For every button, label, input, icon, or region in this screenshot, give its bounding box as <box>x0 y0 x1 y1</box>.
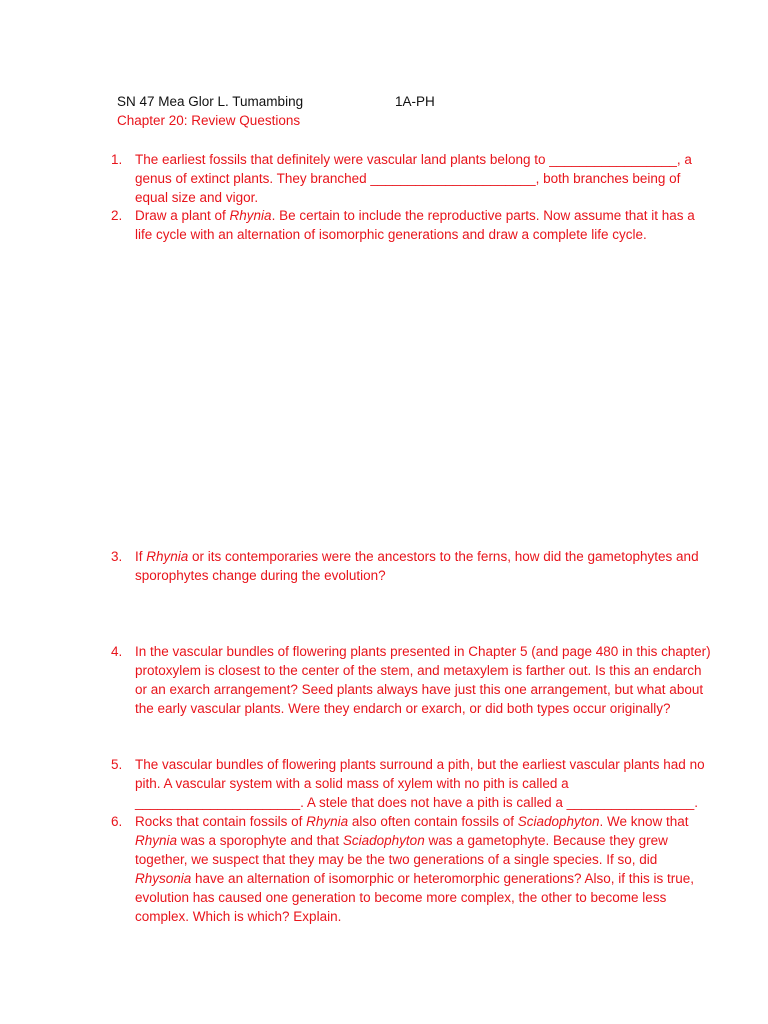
species-name: Rhynia <box>146 549 189 564</box>
question-text: The vascular bundles of flowering plants surround a pith, but the earliest vascular plants had no pith. A vascular system with a solid mass of xylem with no pith is called a ______________________. A stele that does not have a pith is called a _________________. <box>135 757 705 810</box>
species-name: Rhynia <box>135 833 178 848</box>
question-6 <box>111 812 711 926</box>
species-name: Sciadophyton <box>517 814 600 829</box>
chapter-title: Chapter 20: Review Questions <box>117 113 301 128</box>
species-name: Rhynia <box>306 814 349 829</box>
species-name: Rhysonia <box>135 871 192 886</box>
question-number: 1. <box>111 152 123 167</box>
question-text: Draw a plant of Rhynia. Be certain to include the reproductive parts. Now assume that it has a life cycle with an alternation of isomorphic generations and draw a complete life cycle. <box>135 208 695 242</box>
question-2 <box>111 206 711 244</box>
question-number: 6. <box>111 814 123 829</box>
question-number: 5. <box>111 757 123 772</box>
question-text: Rocks that contain fossils of Rhynia also often contain fossils of Sciadophyton. We know that Rhynia was a sporophyte and that Sciadophyton was a gametophyte. Because they grew together, we suspect that they may be the two generations of a single species. If so, did Rhysonia have an alternation of isomorphic or heteromorphic generations? Also, if this is true, evolution has caused one generation to become more complex, the other to become less complex. Which is which? Explain. <box>135 814 695 924</box>
question-1 <box>111 150 711 207</box>
question-4 <box>111 642 711 718</box>
header-line <box>117 94 435 109</box>
question-number: 4. <box>111 644 123 659</box>
question-number: 2. <box>111 208 123 223</box>
species-name: Sciadophyton <box>342 833 425 848</box>
species-name: Rhynia <box>229 208 272 223</box>
class-section: 1A-PH <box>395 94 435 109</box>
question-number: 3. <box>111 549 123 564</box>
question-text: In the vascular bundles of flowering plants presented in Chapter 5 (and page 480 in this chapter) protoxylem is closest to the center of the stem, and metaxylem is farther out. Is this an endarch or an exarch arrangement? Seed plants always have just this one arrangement, but what about the early vascular plants. Were they endarch or exarch, or did both types occur originally? <box>135 644 711 716</box>
question-5 <box>111 755 711 812</box>
question-text: The earliest fossils that definitely were vascular land plants belong to _________________, a genus of extinct plants. They branched ______________________, both branches being of equal size and vigor. <box>135 152 692 205</box>
question-text: If Rhynia or its contemporaries were the ancestors to the ferns, how did the gametophytes and sporophytes change during the evolution? <box>135 549 699 583</box>
question-3 <box>111 547 711 585</box>
student-name: SN 47 Mea Glor L. Tumambing <box>117 94 304 109</box>
